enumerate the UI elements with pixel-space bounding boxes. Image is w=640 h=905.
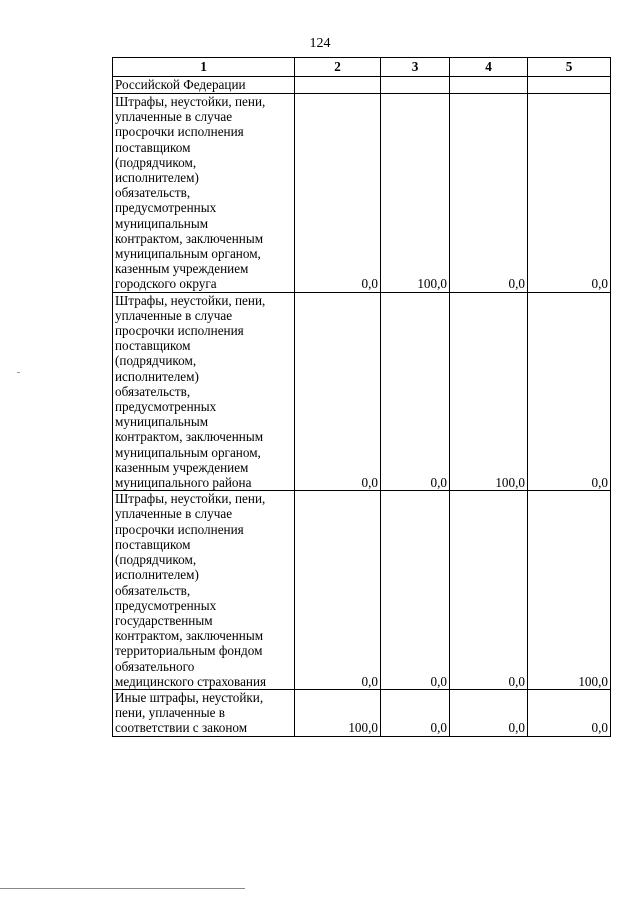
row-value: 100,0 xyxy=(381,94,450,293)
empty-cell xyxy=(528,77,611,94)
footer-rule xyxy=(0,888,245,889)
row-value: 0,0 xyxy=(528,689,611,736)
margin-mark xyxy=(17,372,20,373)
column-header-5: 5 xyxy=(528,58,611,77)
row-value: 0,0 xyxy=(450,94,528,293)
table-row xyxy=(113,491,611,690)
table-row xyxy=(113,292,611,491)
column-header-1: 1 xyxy=(113,58,295,77)
table-row xyxy=(113,689,611,736)
row-value: 100,0 xyxy=(528,491,611,690)
row-value: 100,0 xyxy=(295,689,381,736)
row-value: 0,0 xyxy=(381,292,450,491)
row-value: 0,0 xyxy=(381,491,450,690)
table-header-row xyxy=(113,58,611,77)
row-value: 0,0 xyxy=(295,94,381,293)
row-value: 0,0 xyxy=(450,689,528,736)
table-row xyxy=(113,94,611,293)
page-number: 124 xyxy=(309,36,331,51)
row-description: Штрафы, неустойки, пени, уплаченные в случае просрочки исполнения поставщиком (подрядчиком, исполнителем) обязательств, предусмотренных муниципальным контрактом, заключенным муниципальным органом, казенным учреждением муниципального района xyxy=(113,292,295,491)
row-description: Штрафы, неустойки, пени, уплаченные в случае просрочки исполнения поставщиком (подрядчиком, исполнителем) обязательств, предусмотренных муниципальным контрактом, заключенным муниципальным органом, казенным учреждением городского округа xyxy=(113,94,295,293)
row-value: 0,0 xyxy=(381,689,450,736)
row-description: Штрафы, неустойки, пени, уплаченные в случае просрочки исполнения поставщиком (подрядчиком, исполнителем) обязательств, предусмотренных государственным контрактом, заключенным территориальным фондом обязательного медицинского страхования xyxy=(113,491,295,690)
column-header-3: 3 xyxy=(381,58,450,77)
column-header-4: 4 xyxy=(450,58,528,77)
row-value: 0,0 xyxy=(295,491,381,690)
carry-over-text: Российской Федерации xyxy=(113,77,295,94)
column-header-2: 2 xyxy=(295,58,381,77)
empty-cell xyxy=(381,77,450,94)
row-description: Иные штрафы, неустойки, пени, уплаченные в соответствии с законом xyxy=(113,689,295,736)
revenue-norms-table xyxy=(112,57,611,737)
row-value: 0,0 xyxy=(528,94,611,293)
carry-over-row xyxy=(113,77,611,94)
row-value: 100,0 xyxy=(450,292,528,491)
empty-cell xyxy=(295,77,381,94)
row-value: 0,0 xyxy=(528,292,611,491)
row-value: 0,0 xyxy=(295,292,381,491)
row-value: 0,0 xyxy=(450,491,528,690)
empty-cell xyxy=(450,77,528,94)
